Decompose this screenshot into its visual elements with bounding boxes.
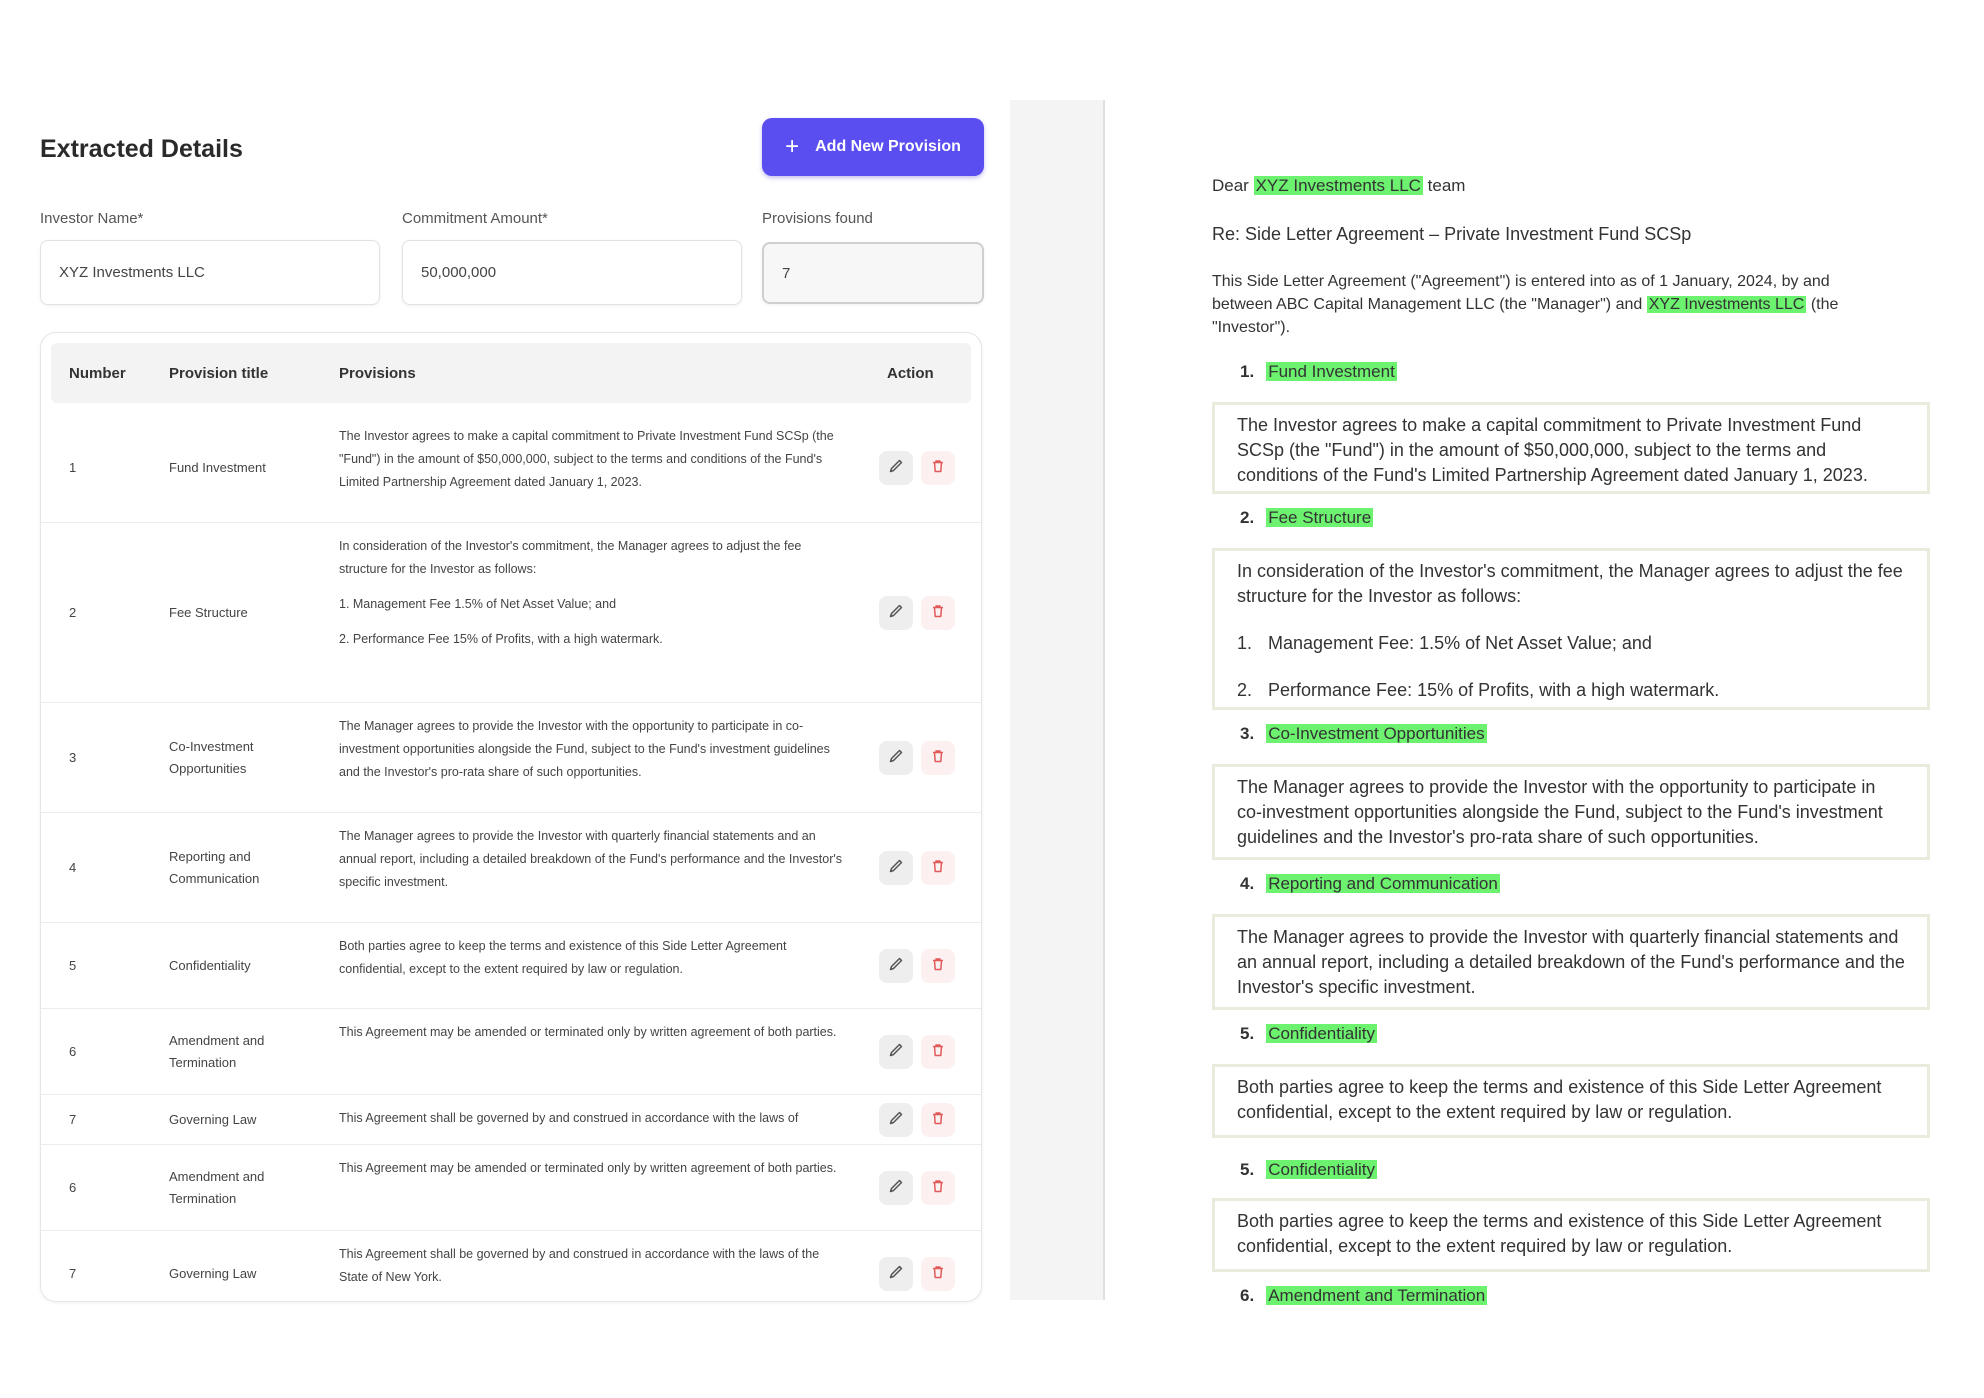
provision-text	[339, 1021, 849, 1044]
section-body-text: Both parties agree to keep the terms and existence of this Side Letter Agreement confidential, except to the extent required by law or regulation.	[1237, 1211, 1882, 1256]
section-number: 6.	[1240, 1286, 1255, 1305]
pencil-icon	[888, 858, 904, 879]
provision-text	[339, 535, 849, 651]
section-body-box	[1212, 1198, 1930, 1272]
letter-greeting	[1212, 174, 1465, 198]
table-row	[41, 1231, 982, 1302]
pencil-icon	[888, 1178, 904, 1199]
column-header-number: Number	[69, 365, 126, 382]
provision-number: 4	[69, 860, 77, 875]
provision-title: Reporting and Communication	[169, 849, 260, 886]
provision-text	[339, 825, 849, 894]
section-number: 4.	[1240, 874, 1255, 893]
list-item-text: Performance Fee: 15% of Profits, with a high watermark.	[1268, 680, 1720, 700]
provision-title: Co-Investment Opportunities	[169, 739, 254, 776]
highlighted-section-title: Confidentiality	[1268, 1160, 1375, 1179]
section-heading	[1240, 506, 1373, 530]
trash-icon	[930, 603, 946, 624]
fee-list-item	[1237, 678, 1905, 703]
provisions-table	[40, 332, 982, 1302]
section-body-box	[1212, 914, 1930, 1010]
provisions-found-field	[762, 242, 984, 304]
extracted-details-panel	[40, 100, 990, 1300]
table-row	[41, 413, 982, 523]
trash-icon	[930, 1042, 946, 1063]
table-row	[41, 1145, 982, 1231]
section-heading	[1240, 360, 1397, 384]
edit-provision-button[interactable]	[879, 851, 913, 885]
greeting-text: Dear	[1212, 176, 1249, 195]
section-heading	[1240, 872, 1500, 896]
column-header-provisions: Provisions	[339, 365, 416, 382]
provision-title: Governing Law	[169, 1266, 257, 1281]
add-button-label: Add New Provision	[815, 138, 961, 155]
provision-text	[339, 1107, 849, 1130]
edit-provision-button[interactable]	[879, 451, 913, 485]
highlighted-section-title: Fund Investment	[1268, 362, 1395, 381]
table-row	[41, 1009, 982, 1095]
pencil-icon	[888, 458, 904, 479]
provision-text	[339, 1243, 849, 1289]
provision-number: 2	[69, 605, 77, 620]
edit-provision-button[interactable]	[879, 596, 913, 630]
section-body-text: The Manager agrees to provide the Investor with the opportunity to participate in co-investment opportunities alongside the Fund, subject to the Fund's investment guidelines and the Investor's pro-rata share of such opportunities.	[1237, 777, 1883, 847]
intro-suffix: (the "Investor").	[1212, 296, 1839, 336]
letter-intro	[1212, 270, 1872, 339]
edit-provision-button[interactable]	[879, 1171, 913, 1205]
edit-provision-button[interactable]	[879, 1035, 913, 1069]
provision-title: Governing Law	[169, 1112, 257, 1127]
provision-paragraph: This Agreement shall be governed by and construed in accordance with the laws of	[339, 1111, 799, 1125]
provision-paragraph: This Agreement shall be governed by and construed in accordance with the laws of the State of New York.	[339, 1247, 820, 1284]
panel-title: Extracted Details	[40, 135, 243, 163]
provision-title: Confidentiality	[169, 958, 251, 973]
trash-icon	[930, 748, 946, 769]
delete-provision-button[interactable]	[921, 451, 955, 485]
provision-number: 3	[69, 750, 77, 765]
section-body-box	[1212, 402, 1930, 494]
provision-number: 5	[69, 958, 77, 973]
trash-icon	[930, 1110, 946, 1131]
provision-paragraph: Both parties agree to keep the terms and existence of this Side Letter Agreement confidential, except to the extent required by law or regulation.	[339, 939, 787, 976]
pencil-icon	[888, 1042, 904, 1063]
section-body-text: Both parties agree to keep the terms and existence of this Side Letter Agreement confidential, except to the extent required by law or regulation.	[1237, 1077, 1882, 1122]
provision-paragraph: This Agreement may be amended or terminated only by written agreement of both parties.	[339, 1161, 837, 1175]
section-body-box	[1212, 764, 1930, 860]
highlighted-section-title: Reporting and Communication	[1268, 874, 1498, 893]
provision-title: Fee Structure	[169, 605, 248, 620]
provision-text	[339, 715, 849, 784]
pencil-icon	[888, 748, 904, 769]
list-item-number: 1.	[1237, 633, 1253, 653]
provision-number: 7	[69, 1112, 77, 1127]
pencil-icon	[888, 1110, 904, 1131]
trash-icon	[930, 458, 946, 479]
list-item-number: 2.	[1237, 680, 1253, 700]
investor-name-label: Investor Name*	[40, 210, 144, 227]
provision-paragraph: The Investor agrees to make a capital commitment to Private Investment Fund SCSp (the "Fund") in the amount of $50,000,000, subject to the terms and conditions of the Fund's Limited Partnership Agreement dated January 1, 2023.	[339, 429, 834, 489]
commitment-amount-input[interactable]	[402, 240, 742, 305]
section-heading	[1240, 1284, 1487, 1308]
pencil-icon	[888, 1264, 904, 1285]
provision-paragraph: The Manager agrees to provide the Investor with quarterly financial statements and an annual report, including a detailed breakdown of the Fund's performance and the Investor's specific investment.	[339, 829, 843, 889]
table-row	[41, 923, 982, 1009]
section-number: 1.	[1240, 362, 1255, 381]
provision-paragraph: This Agreement may be amended or terminated only by written agreement of both parties.	[339, 1025, 837, 1039]
highlighted-section-title: Amendment and Termination	[1268, 1286, 1486, 1305]
edit-provision-button[interactable]	[879, 1257, 913, 1291]
section-heading	[1240, 722, 1487, 746]
provision-title: Amendment and Termination	[169, 1033, 265, 1070]
pencil-icon	[888, 956, 904, 977]
provision-number: 7	[69, 1266, 77, 1281]
investor-name-input[interactable]	[40, 240, 380, 305]
add-new-provision-button[interactable]	[762, 118, 984, 176]
delete-provision-button[interactable]	[921, 741, 955, 775]
edit-provision-button[interactable]	[879, 741, 913, 775]
highlighted-section-title: Confidentiality	[1268, 1024, 1375, 1043]
edit-provision-button[interactable]	[879, 1103, 913, 1137]
commitment-amount-label: Commitment Amount*	[402, 210, 548, 227]
letter-re-line: Re: Side Letter Agreement – Private Investment Fund SCSp	[1212, 224, 1692, 244]
delete-provision-button[interactable]	[921, 851, 955, 885]
provision-text	[339, 935, 849, 981]
fee-list-item	[1237, 631, 1905, 656]
column-header-action: Action	[887, 365, 934, 382]
edit-provision-button[interactable]	[879, 949, 913, 983]
table-row	[41, 1095, 982, 1145]
panel-divider[interactable]	[1010, 100, 1105, 1300]
section-heading	[1240, 1022, 1377, 1046]
trash-icon	[930, 858, 946, 879]
table-row	[41, 703, 982, 813]
provision-title: Amendment and Termination	[169, 1169, 265, 1206]
section-body-box	[1212, 548, 1930, 710]
provision-number: 6	[69, 1044, 77, 1059]
section-number: 2.	[1240, 508, 1255, 527]
delete-provision-button[interactable]	[921, 1035, 955, 1069]
section-number: 5.	[1240, 1024, 1255, 1043]
table-header	[51, 343, 971, 403]
highlighted-investor-name: XYZ Investments LLC	[1255, 176, 1421, 195]
section-heading	[1240, 1158, 1377, 1182]
intro-text: This Side Letter Agreement ("Agreement") is entered into as of 1 January, 2024, by and between ABC Capital Management LLC (the "Manager") and	[1212, 273, 1830, 313]
section-body-box	[1212, 1064, 1930, 1138]
provision-text	[339, 425, 849, 494]
delete-provision-button[interactable]	[921, 949, 955, 983]
provision-number: 6	[69, 1180, 77, 1195]
delete-provision-button[interactable]	[921, 1103, 955, 1137]
delete-provision-button[interactable]	[921, 1171, 955, 1205]
highlighted-section-title: Fee Structure	[1268, 508, 1372, 527]
trash-icon	[930, 1264, 946, 1285]
plus-icon: +	[785, 133, 800, 160]
table-row	[41, 523, 982, 703]
provision-paragraph: 1. Management Fee 1.5% of Net Asset Value; and	[339, 597, 617, 611]
greeting-suffix: team	[1427, 176, 1466, 195]
provision-text	[339, 1157, 849, 1180]
section-number: 5.	[1240, 1160, 1255, 1179]
provision-paragraph: In consideration of the Investor's commitment, the Manager agrees to adjust the fee structure for the Investor as follows:	[339, 539, 802, 576]
list-item-text: Management Fee: 1.5% of Net Asset Value; and	[1268, 633, 1652, 653]
delete-provision-button[interactable]	[921, 1257, 955, 1291]
provision-paragraph: 2. Performance Fee 15% of Profits, with a high watermark.	[339, 632, 663, 646]
section-body-text: In consideration of the Investor's commitment, the Manager agrees to adjust the fee structure for the Investor as follows:	[1237, 561, 1903, 606]
table-row	[41, 813, 982, 923]
provision-paragraph: The Manager agrees to provide the Investor with the opportunity to participate in co-investment opportunities alongside the Fund, subject to the Fund's investment guidelines and the Investor's pro-rata share of such opportunities.	[339, 719, 830, 779]
provisions-found-label: Provisions found	[762, 210, 873, 227]
trash-icon	[930, 956, 946, 977]
section-body-text: The Investor agrees to make a capital commitment to Private Investment Fund SCSp (the "Fund") in the amount of $50,000,000, subject to the terms and conditions of the Fund's Limited Partnership Agreement dated January 1, 2023.	[1237, 415, 1868, 485]
delete-provision-button[interactable]	[921, 596, 955, 630]
pencil-icon	[888, 603, 904, 624]
highlighted-section-title: Co-Investment Opportunities	[1268, 724, 1485, 743]
trash-icon	[930, 1178, 946, 1199]
section-body-text: The Manager agrees to provide the Investor with quarterly financial statements and an annual report, including a detailed breakdown of the Fund's performance and the Investor's specific investment.	[1237, 927, 1905, 997]
highlighted-investor-name: XYZ Investments LLC	[1648, 296, 1805, 313]
provision-number: 1	[69, 460, 77, 475]
column-header-provision-title: Provision title	[169, 365, 269, 382]
section-number: 3.	[1240, 724, 1255, 743]
provision-title: Fund Investment	[169, 460, 266, 475]
